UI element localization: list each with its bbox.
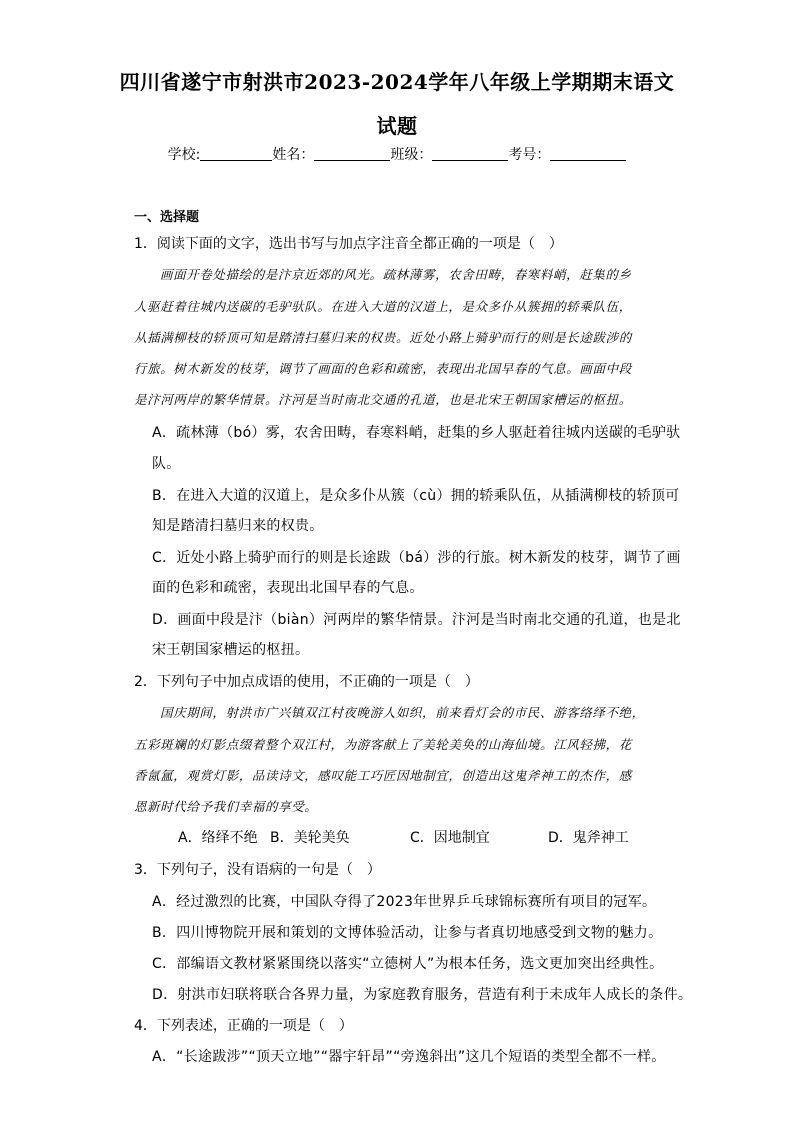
question-2-stem: 2．下列句子中加点成语的使用，不正确的一项是（ ） <box>134 674 479 690</box>
question-2-passage-line: 国庆期间，射洪市广兴镇双江村夜晚游人如织，前来看灯会的市民、游客络绎不绝， <box>160 705 645 720</box>
question-1-option-d[interactable]: D．画面中段是汴（biàn）河两岸的繁华情景。汴河是当时南北交通的孔道，也是北 <box>152 612 681 628</box>
question-2-choice-d[interactable]: D．鬼斧神工 <box>548 830 629 846</box>
school-label: 学校: <box>167 147 201 163</box>
question-1-option-c-cont: 面的色彩和疏密，表现出北国早春的气息。 <box>152 580 424 596</box>
class-label: 班级： <box>390 147 433 163</box>
question-3-option-b[interactable]: B．四川博物院开展和策划的文博体验活动，让参与者真切地感受到文物的魅力。 <box>152 925 663 941</box>
question-2-choice-c[interactable]: C．因地制宜 <box>410 830 490 846</box>
question-3-option-a[interactable]: A．经过激烈的比赛，中国队夺得了2023年世界乒乓球锦标赛所有项目的冠军。 <box>152 894 657 910</box>
question-4-stem: 4．下列表述，正确的一项是（ ） <box>134 1018 353 1034</box>
question-2-passage-line: 恩新时代给予我们幸福的享受。 <box>134 799 318 814</box>
question-2-passage-line: 五彩斑斓的灯影点缀着整个双江村，为游客献上了美轮美奂的山海仙境。江风轻拂，花 <box>134 737 632 752</box>
question-1-option-c[interactable]: C．近处小路上骑驴而行的则是长途跋（bá）涉的行旅。树木新发的枝芽，调节了画 <box>152 550 681 566</box>
name-label: 姓名： <box>272 147 315 163</box>
question-1-option-d-cont: 宋王朝国家槽运的枢扭。 <box>152 642 310 658</box>
question-2-passage-line: 香氤氲，观赏灯影，品读诗文，感叹能工巧匠因地制宜，创造出这鬼斧神工的杰作，感 <box>134 768 632 783</box>
question-1-option-a[interactable]: A．疏林薄（bó）雾，农舍田畴，春寒料峭，赶集的乡人驱赶着往城内送碳的毛驴驮 <box>152 425 681 441</box>
question-3-stem: 3．下列句子，没有语病的一句是（ ） <box>134 862 381 878</box>
question-1-passage-line: 人驱赶着往城内送碳的毛驴驮队。在进入大道的汉道上，是众多仆从簇拥的轿乘队伍， <box>134 299 632 314</box>
question-1-passage-line: 从插满柳枝的轿顶可知是踏清扫墓归来的权贵。近处小路上骑驴而行的则是长途跋涉的 <box>134 330 632 345</box>
school-blank[interactable] <box>200 160 272 161</box>
question-2-choice-a[interactable]: A．络绎不绝 <box>178 830 258 846</box>
question-1-option-b[interactable]: B．在进入大道的汉道上，是众多仆从簇（cù）拥的轿乘队伍，从插满柳枝的轿顶可 <box>152 488 680 504</box>
exam-title-line2: 试题 <box>376 114 418 138</box>
question-1-stem: 1．阅读下面的文字，选出书写与加点字注音全都正确的一项是（ ） <box>134 236 563 252</box>
student-info-line <box>0 144 794 164</box>
question-1-passage-line: 画面开卷处描绘的是汴京近郊的风光。疏林薄雾，农舍田畴，春寒料峭，赶集的乡 <box>160 267 632 282</box>
question-2-choice-b[interactable]: B．美轮美奂 <box>270 830 350 846</box>
question-1-passage-line: 是汴河两岸的繁华情景。汴河是当时南北交通的孔道，也是北宋王朝国家槽运的枢扭。 <box>134 392 632 407</box>
exam-number-label: 考号： <box>508 147 551 163</box>
question-1-option-b-cont: 知是踏清扫墓归来的权贵。 <box>152 518 324 534</box>
question-1-passage-line: 行旅。树木新发的枝芽，调节了画面的色彩和疏密，表现出北国早春的气息。画面中段 <box>134 361 632 376</box>
name-blank[interactable] <box>314 160 390 161</box>
class-blank[interactable] <box>432 160 508 161</box>
question-3-option-d[interactable]: D．射洪市妇联将联合各界力量，为家庭教育服务，营造有利于未成年人成长的条件。 <box>152 987 693 1003</box>
exam-title-line1: 四川省遂宁市射洪市2023-2024学年八年级上学期期末语文 <box>119 70 675 94</box>
question-1-option-a-cont: 队。 <box>152 456 181 472</box>
question-4-option-a[interactable]: A．“长途跋涉”“顶天立地”“器宇轩昂”“旁逸斜出”这几个短语的类型全都不一样。 <box>152 1049 666 1065</box>
question-3-option-c[interactable]: C．部编语文教材紧紧围绕以落实“立德树人”为根本任务，选文更加突出经典性。 <box>152 956 664 972</box>
section-heading: 一、选择题 <box>134 210 200 225</box>
exam-number-blank[interactable] <box>550 160 626 161</box>
